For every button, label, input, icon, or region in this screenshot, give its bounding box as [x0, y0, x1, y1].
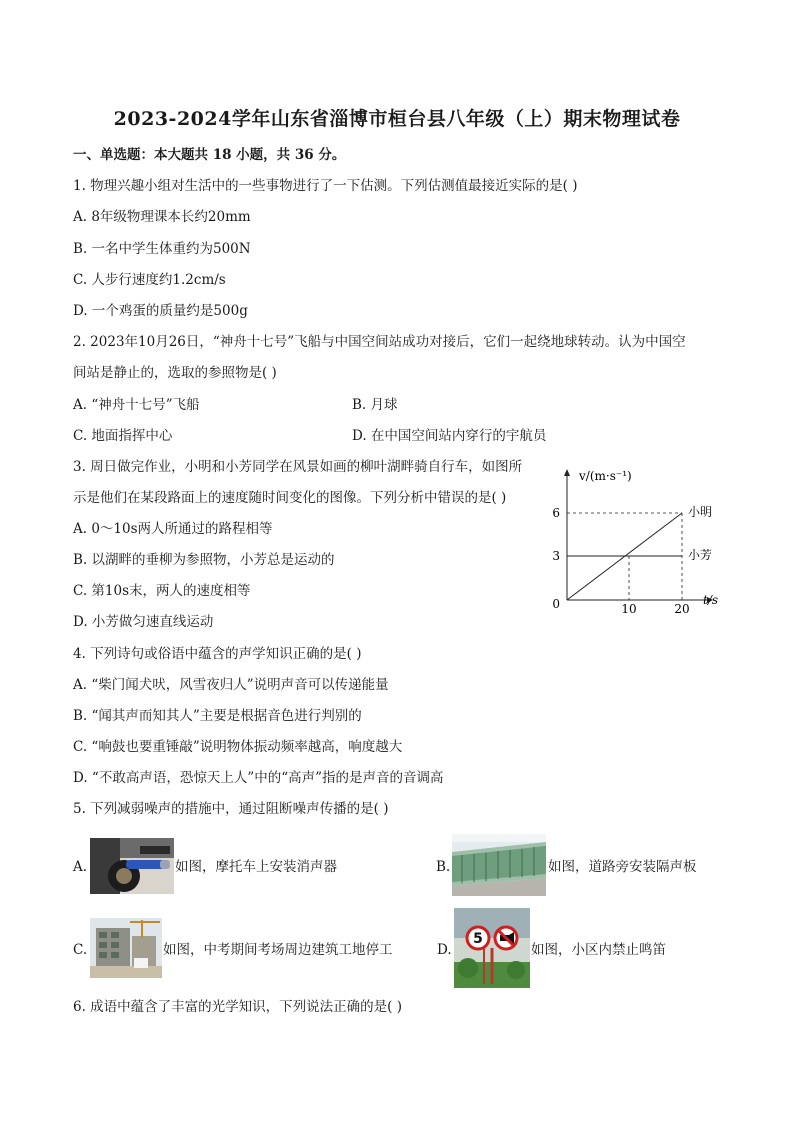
q1-option-b: B. 一名中学生体重约为500N — [73, 241, 251, 257]
y-axis-label: v/(m·s⁻¹) — [579, 469, 632, 483]
x-tick-20: 20 — [674, 602, 690, 616]
q1-option-d: D. 一个鸡蛋的质量约是500g — [73, 303, 248, 319]
q1-option-c: C. 人步行速度约1.2cm/s — [73, 272, 226, 288]
y-tick-6: 6 — [552, 506, 560, 520]
no-honking-sign-image — [454, 908, 530, 988]
q4-option-d: D. “不敢高声语，恐惊天上人”中的“高声”指的是声音的音调高 — [73, 770, 444, 786]
x-tick-10: 10 — [621, 602, 637, 616]
q2-stem-line1: 2. 2023年10月26日，“神舟十七号”飞船与中国空间站成功对接后，它们一起绕地球转动。认为中国空 — [73, 334, 686, 350]
series-label-xiaoming: 小明 — [688, 505, 713, 519]
q1-option-a: A. 8年级物理课本长约20mm — [73, 209, 251, 225]
q3-option-c: C. 第10s末，两人的速度相等 — [73, 583, 251, 599]
speed-limit-sign-number: 5 — [473, 931, 483, 947]
q4-option-c: C. “响鼓也要重锤敲”说明物体振动频率越高，响度越大 — [73, 739, 403, 755]
construction-site-image — [90, 918, 162, 978]
q2-option-b: B. 月球 — [352, 397, 398, 413]
q2-option-d: D. 在中国空间站内穿行的宇航员 — [352, 428, 547, 444]
q5-letter-c: C. — [73, 942, 88, 958]
q2-option-a: A. “神舟十七号”飞船 — [73, 397, 200, 413]
q5-option-c: 如图，中考期间考场周边建筑工地停工 — [163, 942, 393, 958]
origin-label: 0 — [552, 597, 560, 611]
motorcycle-muffler-image — [90, 838, 174, 894]
q3-stem-line1: 3. 周日做完作业，小明和小芳同学在风景如画的柳叶湖畔骑自行车，如图所 — [73, 459, 523, 475]
section-heading: 一、单选题：本大题共 18 小题，共 36 分。 — [73, 147, 346, 163]
velocity-time-graph — [545, 458, 745, 618]
q3-option-d: D. 小芳做匀速直线运动 — [73, 614, 214, 630]
q3-stem-line2: 示是他们在某段路面上的速度随时间变化的图像。下列分析中错误的是( ) — [73, 490, 507, 506]
q5-letter-d: D. — [437, 942, 452, 958]
y-axis-arrow-icon — [564, 469, 570, 476]
q4-stem: 4. 下列诗句或俗语中蕴含的声学知识正确的是( ) — [73, 646, 362, 662]
q5-option-a: 如图，摩托车上安装消声器 — [175, 859, 337, 875]
q6-stem: 6. 成语中蕴含了丰富的光学知识，下列说法正确的是( ) — [73, 999, 402, 1015]
q5-letter-b: B. — [436, 859, 451, 875]
q5-letter-a: A. — [73, 859, 88, 875]
q1-stem: 1. 物理兴趣小组对生活中的一些事物进行了一下估测。下列估测值最接近实际的是( ) — [73, 178, 578, 194]
q3-option-b: B. 以湖畔的垂柳为参照物，小芳总是运动的 — [73, 552, 335, 568]
q4-option-a: A. “柴门闻犬吠，风雪夜归人”说明声音可以传递能量 — [73, 677, 389, 693]
page-title: 2023-2024学年山东省淄博市桓台县八年级（上）期末物理试卷 — [113, 108, 681, 130]
series-label-xiaofang: 小芳 — [688, 548, 713, 562]
q4-option-b: B. “闻其声而知其人”主要是根据音色进行判别的 — [73, 708, 362, 724]
q5-option-d: 如图，小区内禁止鸣笛 — [531, 942, 666, 958]
q3-option-a: A. 0～10s两人所通过的路程相等 — [73, 521, 273, 537]
y-tick-3: 3 — [552, 549, 560, 563]
q5-stem: 5. 下列减弱噪声的措施中，通过阻断噪声传播的是( ) — [73, 801, 389, 817]
x-axis-label: t/s — [703, 593, 719, 607]
q2-option-c: C. 地面指挥中心 — [73, 428, 173, 444]
q5-option-b: 如图，道路旁安装隔声板 — [548, 859, 697, 875]
q2-stem-line2: 间站是静止的，选取的参照物是( ) — [73, 365, 277, 381]
road-noise-barrier-image — [452, 834, 546, 896]
